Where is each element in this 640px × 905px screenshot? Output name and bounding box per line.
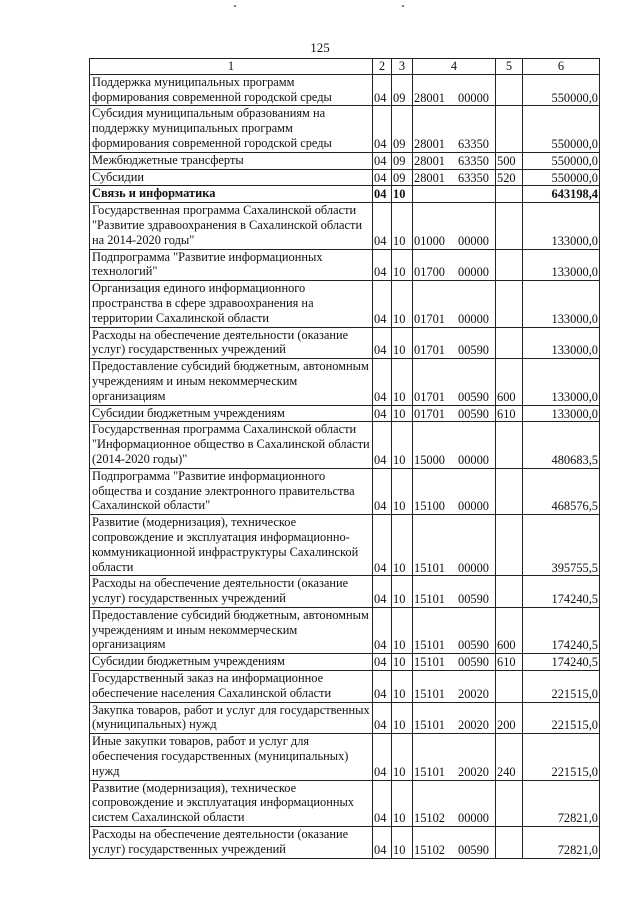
row-expense-type-cell bbox=[496, 515, 523, 576]
target-article-code bbox=[414, 718, 493, 733]
row-target-article-cell bbox=[413, 152, 496, 169]
row-section-cell: 04 bbox=[373, 702, 392, 734]
target-article-program: 01000 bbox=[414, 233, 445, 248]
row-name-cell: Связь и информатика bbox=[90, 186, 373, 203]
table-row bbox=[90, 186, 600, 203]
row-target-article-cell bbox=[413, 106, 496, 152]
target-article-direction: 00000 bbox=[458, 560, 489, 575]
row-expense-type-cell: 200 bbox=[496, 702, 523, 734]
target-article-direction: 20020 bbox=[458, 764, 489, 779]
row-section-cell: 04 bbox=[373, 780, 392, 826]
target-article-direction: 00590 bbox=[458, 638, 489, 653]
row-name-cell: Субсидии bbox=[90, 169, 373, 186]
target-article-direction: 63350 bbox=[458, 136, 489, 151]
row-name-cell: Расходы на обеспечение деятельности (оказание услуг) государственных учреждений bbox=[90, 327, 373, 359]
table-row bbox=[90, 780, 600, 826]
row-expense-type-cell bbox=[496, 186, 523, 203]
row-amount-cell: 468576,5 bbox=[523, 468, 600, 514]
row-section-cell: 04 bbox=[373, 281, 392, 327]
row-expense-type-cell: 520 bbox=[496, 169, 523, 186]
row-target-article-cell bbox=[413, 654, 496, 671]
row-section-cell: 04 bbox=[373, 654, 392, 671]
row-name-cell: Развитие (модернизация), техническое сопровождение и эксплуатация информационных систем Сахалинской области bbox=[90, 780, 373, 826]
row-name-cell: Расходы на обеспечение деятельности (оказание услуг) государственных учреждений bbox=[90, 576, 373, 608]
target-article-direction: 00000 bbox=[458, 811, 489, 826]
row-target-article-cell bbox=[413, 734, 496, 780]
row-name-cell: Иные закупки товаров, работ и услуг для обеспечения государственных (муниципальных) нужд bbox=[90, 734, 373, 780]
row-amount-cell: 133000,0 bbox=[523, 281, 600, 327]
table-row bbox=[90, 827, 600, 859]
row-section-cell: 04 bbox=[373, 576, 392, 608]
header-cell-name: 1 bbox=[90, 59, 373, 75]
target-article-direction: 00000 bbox=[458, 265, 489, 280]
target-article-direction: 63350 bbox=[458, 153, 489, 168]
row-subsection-cell: 10 bbox=[392, 405, 413, 422]
row-target-article-cell bbox=[413, 576, 496, 608]
target-article-program: 15101 bbox=[414, 764, 445, 779]
row-name-cell: Субсидии бюджетным учреждениям bbox=[90, 405, 373, 422]
target-article-program: 15102 bbox=[414, 811, 445, 826]
target-article-direction: 00000 bbox=[458, 90, 489, 105]
row-amount-cell: 550000,0 bbox=[523, 169, 600, 186]
header-cell-rz: 2 bbox=[373, 59, 392, 75]
target-article-direction: 00000 bbox=[458, 311, 489, 326]
target-article-direction: 00590 bbox=[458, 655, 489, 670]
row-subsection-cell: 10 bbox=[392, 702, 413, 734]
target-article-direction: 63350 bbox=[458, 170, 489, 185]
row-target-article-cell bbox=[413, 359, 496, 405]
target-article-code bbox=[414, 390, 493, 405]
target-article-direction: 00590 bbox=[458, 406, 489, 421]
row-expense-type-cell bbox=[496, 827, 523, 859]
budget-table bbox=[89, 58, 600, 859]
table-row bbox=[90, 654, 600, 671]
table-row bbox=[90, 327, 600, 359]
scan-speck bbox=[402, 5, 404, 7]
row-section-cell: 04 bbox=[373, 169, 392, 186]
target-article-direction: 00000 bbox=[458, 452, 489, 467]
table-row bbox=[90, 74, 600, 106]
target-article-direction: 00590 bbox=[458, 842, 489, 857]
target-article-code bbox=[414, 91, 493, 106]
table-row bbox=[90, 203, 600, 249]
row-name-cell: Субсидия муниципальным образованиям на поддержку муниципальных программ формирования современной городской среды bbox=[90, 106, 373, 152]
table-row bbox=[90, 734, 600, 780]
row-section-cell: 04 bbox=[373, 203, 392, 249]
row-expense-type-cell bbox=[496, 422, 523, 468]
table-row bbox=[90, 281, 600, 327]
row-expense-type-cell bbox=[496, 671, 523, 703]
target-article-program: 01701 bbox=[414, 311, 445, 326]
row-subsection-cell: 10 bbox=[392, 671, 413, 703]
row-target-article-cell bbox=[413, 281, 496, 327]
target-article-direction: 20020 bbox=[458, 686, 489, 701]
table-row bbox=[90, 422, 600, 468]
scan-speck bbox=[234, 5, 236, 7]
target-article-code bbox=[414, 312, 493, 327]
row-subsection-cell: 10 bbox=[392, 422, 413, 468]
row-amount-cell: 133000,0 bbox=[523, 249, 600, 281]
row-target-article-cell bbox=[413, 515, 496, 576]
row-name-cell: Организация единого информационного пространства в сфере здравоохранения на территории Сахалинской области bbox=[90, 281, 373, 327]
row-target-article-cell bbox=[413, 249, 496, 281]
target-article-program: 15100 bbox=[414, 499, 445, 514]
target-article-direction: 00000 bbox=[458, 499, 489, 514]
row-section-cell: 04 bbox=[373, 405, 392, 422]
row-name-cell: Субсидии бюджетным учреждениям bbox=[90, 654, 373, 671]
row-section-cell: 04 bbox=[373, 152, 392, 169]
target-article-code bbox=[414, 234, 493, 249]
row-target-article-cell bbox=[413, 186, 496, 203]
page-number: 125 bbox=[310, 40, 330, 55]
row-target-article-cell bbox=[413, 671, 496, 703]
row-amount-cell: 133000,0 bbox=[523, 203, 600, 249]
table-row bbox=[90, 106, 600, 152]
row-amount-cell: 221515,0 bbox=[523, 671, 600, 703]
target-article-direction: 00590 bbox=[458, 389, 489, 404]
table-row bbox=[90, 359, 600, 405]
target-article-code bbox=[414, 407, 493, 422]
target-article-code bbox=[414, 638, 493, 653]
target-article-code bbox=[414, 265, 493, 280]
target-article-code bbox=[414, 499, 493, 514]
row-name-cell: Расходы на обеспечение деятельности (оказание услуг) государственных учреждений bbox=[90, 827, 373, 859]
table-row bbox=[90, 169, 600, 186]
table-row bbox=[90, 405, 600, 422]
target-article-program: 28001 bbox=[414, 136, 445, 151]
row-expense-type-cell bbox=[496, 780, 523, 826]
row-name-cell: Межбюджетные трансферты bbox=[90, 152, 373, 169]
table-row bbox=[90, 515, 600, 576]
table-row bbox=[90, 671, 600, 703]
row-amount-cell: 174240,5 bbox=[523, 607, 600, 653]
row-amount-cell: 550000,0 bbox=[523, 74, 600, 106]
row-section-cell: 04 bbox=[373, 515, 392, 576]
row-amount-cell: 133000,0 bbox=[523, 405, 600, 422]
row-subsection-cell: 10 bbox=[392, 468, 413, 514]
row-expense-type-cell bbox=[496, 576, 523, 608]
row-target-article-cell bbox=[413, 827, 496, 859]
row-target-article-cell bbox=[413, 203, 496, 249]
row-subsection-cell: 10 bbox=[392, 780, 413, 826]
target-article-code bbox=[414, 154, 493, 169]
row-amount-cell: 221515,0 bbox=[523, 734, 600, 780]
row-name-cell: Закупка товаров, работ и услуг для государственных (муниципальных) нужд bbox=[90, 702, 373, 734]
row-subsection-cell: 10 bbox=[392, 734, 413, 780]
row-target-article-cell bbox=[413, 327, 496, 359]
row-amount-cell: 480683,5 bbox=[523, 422, 600, 468]
target-article-direction: 00000 bbox=[458, 233, 489, 248]
row-subsection-cell: 10 bbox=[392, 576, 413, 608]
row-expense-type-cell bbox=[496, 281, 523, 327]
target-article-code bbox=[414, 765, 493, 780]
target-article-program: 28001 bbox=[414, 90, 445, 105]
row-subsection-cell: 10 bbox=[392, 249, 413, 281]
row-amount-cell: 550000,0 bbox=[523, 152, 600, 169]
table-row bbox=[90, 607, 600, 653]
row-amount-cell: 395755,5 bbox=[523, 515, 600, 576]
row-subsection-cell: 10 bbox=[392, 203, 413, 249]
row-subsection-cell: 10 bbox=[392, 515, 413, 576]
target-article-program: 15102 bbox=[414, 842, 445, 857]
row-name-cell: Подпрограмма "Развитие информационного общества и создание электронного правительства Сахалинской области" bbox=[90, 468, 373, 514]
target-article-code bbox=[414, 687, 493, 702]
row-subsection-cell: 10 bbox=[392, 327, 413, 359]
target-article-direction: 00590 bbox=[458, 343, 489, 358]
row-section-cell: 04 bbox=[373, 607, 392, 653]
row-expense-type-cell: 240 bbox=[496, 734, 523, 780]
target-article-program: 28001 bbox=[414, 170, 445, 185]
row-section-cell: 04 bbox=[373, 671, 392, 703]
row-amount-cell: 133000,0 bbox=[523, 327, 600, 359]
row-target-article-cell bbox=[413, 74, 496, 106]
row-subsection-cell: 10 bbox=[392, 281, 413, 327]
row-section-cell: 04 bbox=[373, 106, 392, 152]
row-target-article-cell bbox=[413, 702, 496, 734]
target-article-program: 15101 bbox=[414, 560, 445, 575]
row-subsection-cell: 10 bbox=[392, 359, 413, 405]
target-article-code bbox=[414, 343, 493, 358]
target-article-program: 15101 bbox=[414, 686, 445, 701]
row-section-cell: 04 bbox=[373, 827, 392, 859]
row-expense-type-cell: 600 bbox=[496, 359, 523, 405]
row-subsection-cell: 10 bbox=[392, 186, 413, 203]
table-row bbox=[90, 152, 600, 169]
target-article-direction: 20020 bbox=[458, 718, 489, 733]
target-article-program: 01701 bbox=[414, 389, 445, 404]
row-section-cell: 04 bbox=[373, 422, 392, 468]
row-section-cell: 04 bbox=[373, 734, 392, 780]
row-name-cell: Поддержка муниципальных программ формирования современной городской среды bbox=[90, 74, 373, 106]
target-article-code bbox=[414, 655, 493, 670]
target-article-program: 15101 bbox=[414, 655, 445, 670]
target-article-code bbox=[414, 561, 493, 576]
target-article-program: 15101 bbox=[414, 638, 445, 653]
row-expense-type-cell bbox=[496, 327, 523, 359]
table-row bbox=[90, 468, 600, 514]
target-article-program: 01701 bbox=[414, 343, 445, 358]
row-target-article-cell bbox=[413, 405, 496, 422]
row-subsection-cell: 09 bbox=[392, 169, 413, 186]
row-name-cell: Подпрограмма "Развитие информационных технологий" bbox=[90, 249, 373, 281]
row-section-cell: 04 bbox=[373, 468, 392, 514]
row-expense-type-cell bbox=[496, 468, 523, 514]
row-section-cell: 04 bbox=[373, 327, 392, 359]
row-expense-type-cell bbox=[496, 249, 523, 281]
row-target-article-cell bbox=[413, 422, 496, 468]
target-article-program: 15000 bbox=[414, 452, 445, 467]
row-section-cell: 04 bbox=[373, 186, 392, 203]
row-amount-cell: 72821,0 bbox=[523, 780, 600, 826]
table-row bbox=[90, 702, 600, 734]
row-subsection-cell: 10 bbox=[392, 654, 413, 671]
row-amount-cell: 643198,4 bbox=[523, 186, 600, 203]
target-article-program: 01701 bbox=[414, 406, 445, 421]
table-header-row bbox=[90, 59, 600, 75]
row-amount-cell: 174240,5 bbox=[523, 576, 600, 608]
header-cell-csr: 4 bbox=[413, 59, 496, 75]
target-article-code bbox=[414, 171, 493, 186]
row-expense-type-cell: 500 bbox=[496, 152, 523, 169]
row-name-cell: Государственная программа Сахалинской области "Информационное общество в Сахалинской области (2014-2020 годы)" bbox=[90, 422, 373, 468]
target-article-code bbox=[414, 811, 493, 826]
row-expense-type-cell bbox=[496, 74, 523, 106]
header-cell-vr: 5 bbox=[496, 59, 523, 75]
row-target-article-cell bbox=[413, 169, 496, 186]
row-amount-cell: 221515,0 bbox=[523, 702, 600, 734]
row-amount-cell: 550000,0 bbox=[523, 106, 600, 152]
target-article-program: 15101 bbox=[414, 718, 445, 733]
row-name-cell: Государственный заказ на информационное обеспечение населения Сахалинской области bbox=[90, 671, 373, 703]
row-name-cell: Предоставление субсидий бюджетным, автономным учреждениям и иным некоммерческим организациям bbox=[90, 607, 373, 653]
row-name-cell: Развитие (модернизация), техническое сопровождение и эксплуатация информационно-коммуникационной инфраструктуры Сахалинской области bbox=[90, 515, 373, 576]
row-expense-type-cell: 600 bbox=[496, 607, 523, 653]
row-target-article-cell bbox=[413, 780, 496, 826]
row-expense-type-cell bbox=[496, 106, 523, 152]
row-name-cell: Государственная программа Сахалинской области "Развитие здравоохранения в Сахалинской области на 2014-2020 годы" bbox=[90, 203, 373, 249]
row-subsection-cell: 09 bbox=[392, 106, 413, 152]
row-expense-type-cell: 610 bbox=[496, 405, 523, 422]
target-article-code bbox=[414, 592, 493, 607]
table-row bbox=[90, 576, 600, 608]
row-subsection-cell: 09 bbox=[392, 152, 413, 169]
row-section-cell: 04 bbox=[373, 249, 392, 281]
target-article-code bbox=[414, 843, 493, 858]
target-article-program: 15101 bbox=[414, 592, 445, 607]
row-amount-cell: 133000,0 bbox=[523, 359, 600, 405]
target-article-program: 28001 bbox=[414, 153, 445, 168]
target-article-code bbox=[414, 137, 493, 152]
row-target-article-cell bbox=[413, 468, 496, 514]
row-subsection-cell: 10 bbox=[392, 607, 413, 653]
target-article-direction: 00590 bbox=[458, 592, 489, 607]
table-row bbox=[90, 249, 600, 281]
row-expense-type-cell: 610 bbox=[496, 654, 523, 671]
row-name-cell: Предоставление субсидий бюджетным, автономным учреждениям и иным некоммерческим организациям bbox=[90, 359, 373, 405]
row-subsection-cell: 10 bbox=[392, 827, 413, 859]
row-amount-cell: 72821,0 bbox=[523, 827, 600, 859]
row-target-article-cell bbox=[413, 607, 496, 653]
row-section-cell: 04 bbox=[373, 359, 392, 405]
row-section-cell: 04 bbox=[373, 74, 392, 106]
row-amount-cell: 174240,5 bbox=[523, 654, 600, 671]
target-article-program: 01700 bbox=[414, 265, 445, 280]
header-cell-pr: 3 bbox=[392, 59, 413, 75]
row-expense-type-cell bbox=[496, 203, 523, 249]
header-cell-sum: 6 bbox=[523, 59, 600, 75]
row-subsection-cell: 09 bbox=[392, 74, 413, 106]
target-article-code bbox=[414, 453, 493, 468]
